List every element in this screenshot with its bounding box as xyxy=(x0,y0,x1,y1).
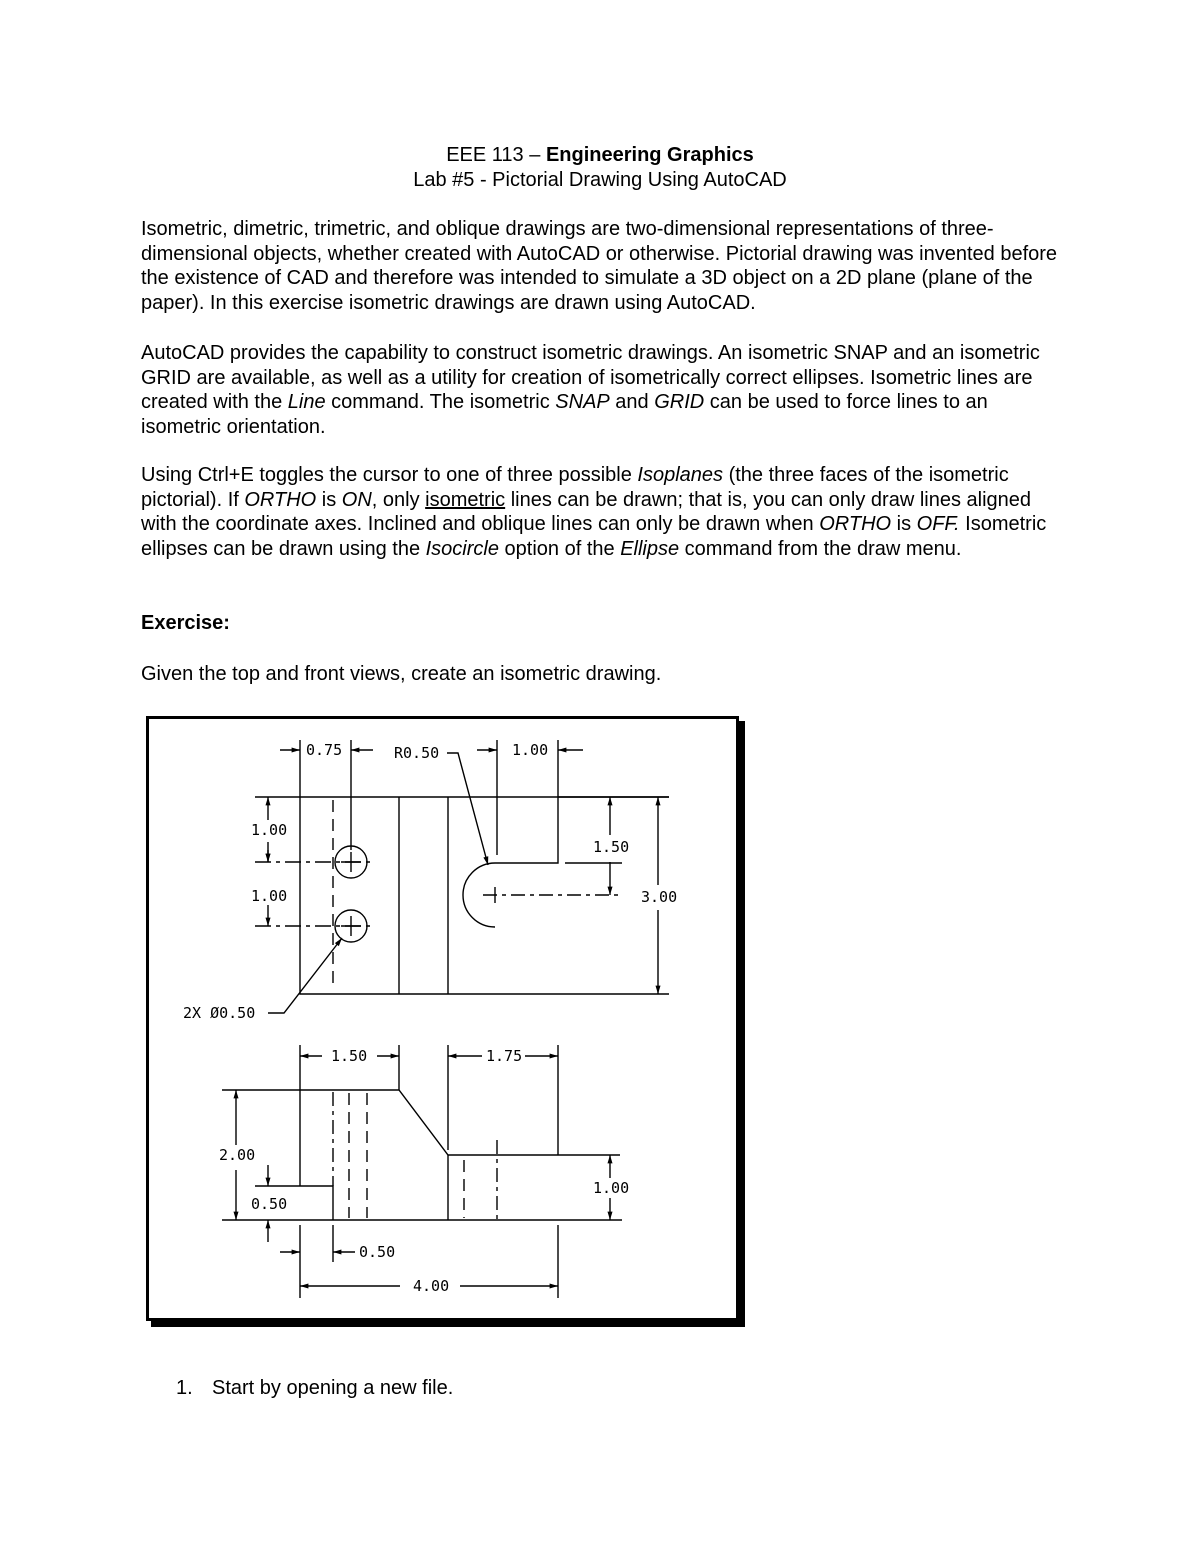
exercise-heading: Exercise: xyxy=(141,612,230,634)
dim-text-4-00: 4.00 xyxy=(413,1277,450,1295)
step-number: 1. xyxy=(176,1377,193,1399)
hole-callout-text: 2X Ø0.50 xyxy=(183,1004,256,1022)
dim-text-0-75: 0.75 xyxy=(306,741,343,759)
dim-text-0-50-bottom: 0.50 xyxy=(359,1243,396,1261)
course-code: EEE 113 xyxy=(446,144,524,166)
dim-text-2-00: 2.00 xyxy=(219,1146,256,1164)
dim-text-1-50-right: 1.50 xyxy=(593,838,630,856)
paragraph-autocad: AutoCAD provides the capability to construct isometric drawings. An isometric SNAP and an isometric GRID are available, as well as a utility for creation of isometrically correct ellipses. Isometric lines are created with the Line command. The isometric SNAP and GRID can be used to force lines to an isometric orientation. xyxy=(141,342,1040,438)
step-item xyxy=(176,1377,453,1400)
document-subtitle: Lab #5 - Pictorial Drawing Using AutoCAD xyxy=(413,169,787,191)
paragraph-isoplanes: Using Ctrl+E toggles the cursor to one of three possible Isoplanes (the three faces of the isometric pictorial). If ORTHO is ON, only isometric lines can be drawn; that is, you can only draw lines aligned with the coordinate axes. Inclined and oblique lines can only be drawn when ORTHO is OFF. Isometric ellipses can be drawn using the Isocircle option of the Ellipse command from the draw menu. xyxy=(141,464,1047,560)
paragraph-intro: Isometric, dimetric, trimetric, and oblique drawings are two-dimensional representations of three-dimensional objects, whether created with AutoCAD or otherwise. Pictorial drawing was invented before the existence of CAD and therefore was intended to simulate a 3D object on a 2D plane (plane of the paper). In this exercise isometric drawings are drawn using AutoCAD. xyxy=(141,218,1058,314)
exercise-instruction: Given the top and front views, create an isometric drawing. xyxy=(141,663,662,685)
dim-text-r0-50: R0.50 xyxy=(394,744,440,762)
dim-text-1-50-front: 1.50 xyxy=(331,1047,368,1065)
engineering-drawing xyxy=(146,716,746,1328)
title-dash: – xyxy=(523,144,546,166)
dim-text-3-00: 3.00 xyxy=(641,888,678,906)
dim-text-1-00-right: 1.00 xyxy=(593,1179,630,1197)
document-title xyxy=(0,143,1200,168)
dim-text-1-75: 1.75 xyxy=(486,1047,523,1065)
course-name: Engineering Graphics xyxy=(545,144,754,166)
step-text: Start by opening a new file. xyxy=(212,1377,454,1399)
dim-text-0-50-left: 0.50 xyxy=(251,1195,288,1213)
dim-text-1-00-a: 1.00 xyxy=(251,821,288,839)
dim-text-1-00-b: 1.00 xyxy=(251,887,288,905)
dim-text-1-00-top: 1.00 xyxy=(512,741,549,759)
